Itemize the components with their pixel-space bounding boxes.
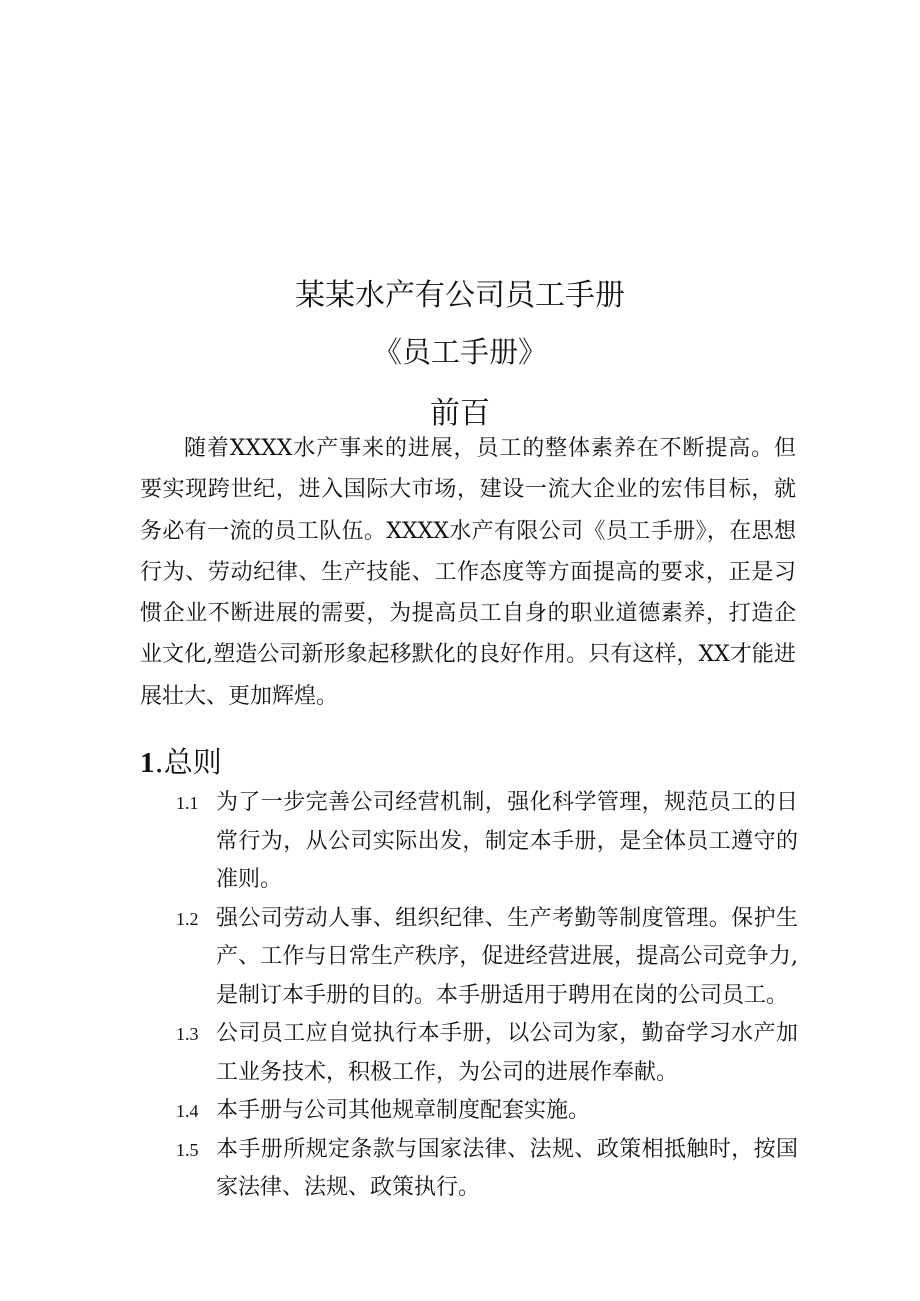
section-title: .总则 xyxy=(154,745,222,779)
item-number: 1.1 xyxy=(176,793,199,813)
item-text: 强公司劳动人事、组织纪律、生产考勤等制度管理。保护生产、工作与日常生产秩序，促进经营进展，提高公司竞争力,是制订本手册的目的。本手册适用于聘用在岗的公司员工。 xyxy=(216,905,798,1008)
item-number: 1.5 xyxy=(176,1139,199,1160)
item-text: 本手册与公司其他规章制度配套实施。 xyxy=(216,1098,591,1123)
list-item xyxy=(176,1092,798,1131)
item-text: 为了一步完善公司经营机制，强化科学管理，规范员工的日常行为，从公司实际出发，制定本手册，是全体员工遵守的准则。 xyxy=(216,790,798,892)
section-item-list xyxy=(176,784,798,1208)
item-number: 1.2 xyxy=(176,908,199,929)
section-heading xyxy=(140,740,222,781)
document-title: 某某水产有公司员工手册 xyxy=(295,278,625,313)
list-item xyxy=(176,784,798,900)
item-text: 公司员工应自觉执行本手册，以公司为家，勤奋学习水产加工业务技术，积极工作，为公司的进展作奉献。 xyxy=(216,1021,798,1085)
document-subtitle: 《员工手册》 xyxy=(372,335,547,369)
preface-heading: 前百 xyxy=(430,396,490,431)
item-text: 本手册所规定条款与国家法律、法规、政策相抵触时，按国家法律、法规、政策执行。 xyxy=(216,1136,798,1200)
preface-paragraph: 随着XXXX水产事来的进展，员工的整体素养在不断提高。但要实现跨世纪，进入国际大市场，建设一流大企业的宏伟目标，就务必有一流的员工队伍。XXXX水产有限公司《员工手册》，在思想行为、劳动纪律、生产技能、工作态度等方面提高的要求，正是习惯企业不断进展的需要，为提高员工自身的职业道德素养，打造企业文化,塑造公司新形象起移默化的良好作用。只有这样，XX才能进展壮大、更加辉煌。 xyxy=(140,436,796,709)
section-number: 1 xyxy=(140,747,155,779)
list-item xyxy=(176,1131,798,1208)
item-number: 1.4 xyxy=(176,1101,199,1121)
list-item xyxy=(176,1015,798,1092)
item-number: 1.3 xyxy=(176,1024,199,1044)
list-item xyxy=(176,900,798,1016)
